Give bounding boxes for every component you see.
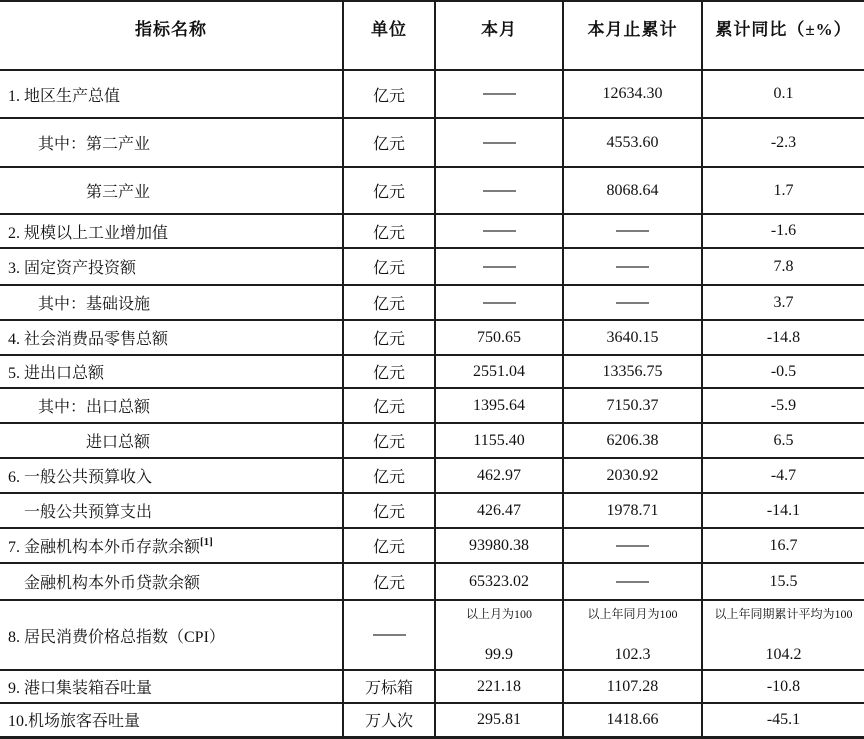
indicator-name-cell [0, 423, 343, 458]
unit-cell: 亿元 [343, 214, 435, 248]
current-month-cell: 221.18 [435, 670, 563, 703]
table-row [0, 423, 864, 458]
indicator-name-cell [0, 320, 343, 355]
unit-cell: 亿元 [343, 528, 435, 563]
indicator-name-cell [0, 703, 343, 737]
index-base-label: 以上年同期累计平均为100 [714, 607, 853, 621]
unit-cell: 万人次 [343, 703, 435, 737]
header-indicator-name: 指标名称 [0, 1, 343, 70]
current-month-cell [435, 285, 563, 320]
yoy-cell: -1.6 [702, 214, 864, 248]
em-dash [483, 142, 516, 144]
indicator-name-cell [0, 600, 343, 670]
current-month-cell: 462.97 [435, 458, 563, 493]
yoy-cell: 3.7 [702, 285, 864, 320]
header-cumulative: 本月止累计 [563, 1, 702, 70]
header-unit: 单位 [343, 1, 435, 70]
table-row [0, 563, 864, 600]
index-value: 104.2 [765, 646, 802, 663]
indicator-name-cell [0, 563, 343, 600]
cumulative-cell [563, 600, 702, 670]
current-month-cell: 1155.40 [435, 423, 563, 458]
em-dash [616, 302, 649, 304]
table-row [0, 248, 864, 285]
index-value: 102.3 [614, 646, 651, 663]
em-dash [616, 545, 649, 547]
table-row [0, 320, 864, 355]
indicator-name-cell [0, 528, 343, 563]
header-current-month: 本月 [435, 1, 563, 70]
indicator-name: 金融机构本外币贷款余额 [24, 575, 201, 592]
cumulative-cell [563, 563, 702, 600]
indicator-name: 进口总额 [86, 434, 151, 451]
em-dash [483, 93, 516, 95]
indicator-name-cell [0, 388, 343, 423]
index-base-label: 以上月为100 [465, 607, 532, 621]
table-row [0, 600, 864, 670]
table-row [0, 458, 864, 493]
table-header [0, 1, 864, 70]
yoy-cell: -14.8 [702, 320, 864, 355]
index-base-label: 以上年同月为100 [587, 607, 678, 621]
cumulative-cell: 4553.60 [563, 118, 702, 167]
cumulative-cell [563, 214, 702, 248]
yoy-cell: 15.5 [702, 563, 864, 600]
em-dash [616, 266, 649, 268]
footnote-marker: [1] [200, 535, 213, 548]
current-month-cell: 426.47 [435, 493, 563, 528]
em-dash [616, 581, 649, 583]
table-row [0, 528, 864, 563]
yoy-cell: -2.3 [702, 118, 864, 167]
cumulative-cell: 1107.28 [563, 670, 702, 703]
cumulative-cell: 6206.38 [563, 423, 702, 458]
unit-cell [343, 600, 435, 670]
current-month-cell [435, 214, 563, 248]
indicator-name: 10.机场旅客吞吐量 [8, 713, 141, 731]
indicator-name: 其中：基础设施 [38, 296, 151, 313]
unit-cell: 亿元 [343, 563, 435, 600]
current-month-cell: 1395.64 [435, 388, 563, 423]
current-month-cell: 65323.02 [435, 563, 563, 600]
unit-cell: 亿元 [343, 167, 435, 214]
unit-cell: 亿元 [343, 423, 435, 458]
indicator-name: 8. 居民消费价格总指数（CPI） [8, 628, 225, 646]
indicator-name: 5. 进出口总额 [8, 365, 105, 382]
indicator-name: 第三产业 [86, 184, 151, 201]
indicator-name: 9. 港口集装箱吞吐量 [8, 680, 153, 697]
yoy-cell: -5.9 [702, 388, 864, 423]
indicator-name-cell [0, 214, 343, 248]
current-month-cell: 2551.04 [435, 355, 563, 388]
current-month-cell [435, 167, 563, 214]
table-row [0, 703, 864, 737]
current-month-cell: 93980.38 [435, 528, 563, 563]
table-row [0, 285, 864, 320]
unit-cell: 亿元 [343, 388, 435, 423]
cumulative-cell: 12634.30 [563, 70, 702, 118]
table-body [0, 70, 864, 737]
yoy-cell: 0.1 [702, 70, 864, 118]
indicator-name-cell [0, 670, 343, 703]
unit-cell: 亿元 [343, 355, 435, 388]
yoy-cell: -45.1 [702, 703, 864, 737]
cumulative-cell: 13356.75 [563, 355, 702, 388]
cumulative-cell: 8068.64 [563, 167, 702, 214]
current-month-cell: 750.65 [435, 320, 563, 355]
indicator-name-cell [0, 70, 343, 118]
table-row [0, 214, 864, 248]
indicator-name: 其中：出口总额 [38, 399, 151, 416]
current-month-cell [435, 600, 563, 670]
indicator-name: 一般公共预算支出 [24, 504, 153, 521]
indicator-name-cell [0, 493, 343, 528]
current-month-cell [435, 248, 563, 285]
indicator-name-cell [0, 355, 343, 388]
yoy-cell: -0.5 [702, 355, 864, 388]
cumulative-cell [563, 528, 702, 563]
indicator-name: 其中：第二产业 [38, 136, 151, 153]
table-row [0, 70, 864, 118]
indicator-name: 2. 规模以上工业增加值 [8, 224, 169, 242]
unit-cell: 亿元 [343, 493, 435, 528]
em-dash [483, 266, 516, 268]
table-row [0, 493, 864, 528]
em-dash [616, 230, 649, 232]
unit-cell: 亿元 [343, 248, 435, 285]
table-row [0, 388, 864, 423]
yoy-cell [702, 600, 864, 670]
em-dash [483, 230, 516, 232]
indicator-name-cell [0, 167, 343, 214]
unit-cell: 亿元 [343, 70, 435, 118]
cumulative-cell: 3640.15 [563, 320, 702, 355]
cumulative-cell: 7150.37 [563, 388, 702, 423]
indicator-name-cell [0, 285, 343, 320]
indicator-name: 3. 固定资产投资额 [8, 260, 137, 277]
indicator-name: 7. 金融机构本外币存款余额 [8, 539, 201, 556]
cumulative-cell [563, 248, 702, 285]
em-dash [483, 302, 516, 304]
table-row [0, 118, 864, 167]
yoy-cell: -14.1 [702, 493, 864, 528]
em-dash [483, 190, 516, 192]
current-month-cell [435, 70, 563, 118]
indicator-name-cell [0, 248, 343, 285]
unit-cell: 亿元 [343, 285, 435, 320]
indicator-name: 6. 一般公共预算收入 [8, 469, 153, 486]
unit-cell: 万标箱 [343, 670, 435, 703]
current-month-cell [435, 118, 563, 167]
current-month-cell: 295.81 [435, 703, 563, 737]
cumulative-cell: 2030.92 [563, 458, 702, 493]
cumulative-cell: 1978.71 [563, 493, 702, 528]
cumulative-cell [563, 285, 702, 320]
yoy-cell: 16.7 [702, 528, 864, 563]
header-yoy: 累计同比（±%） [702, 1, 864, 70]
unit-cell: 亿元 [343, 118, 435, 167]
unit-cell: 亿元 [343, 458, 435, 493]
indicator-name: 4. 社会消费品零售总额 [8, 331, 169, 348]
table-row [0, 670, 864, 703]
indicator-name: 1. 地区生产总值 [8, 87, 121, 105]
indicator-name-cell [0, 458, 343, 493]
table-row [0, 355, 864, 388]
table-row [0, 167, 864, 214]
header-row [0, 1, 864, 70]
yoy-cell: 7.8 [702, 248, 864, 285]
yoy-cell: 1.7 [702, 167, 864, 214]
yoy-cell: -4.7 [702, 458, 864, 493]
unit-cell: 亿元 [343, 320, 435, 355]
cumulative-cell: 1418.66 [563, 703, 702, 737]
indicator-name-cell [0, 118, 343, 167]
em-dash [373, 634, 406, 636]
index-value: 99.9 [485, 646, 513, 663]
yoy-cell: 6.5 [702, 423, 864, 458]
yoy-cell: -10.8 [702, 670, 864, 703]
